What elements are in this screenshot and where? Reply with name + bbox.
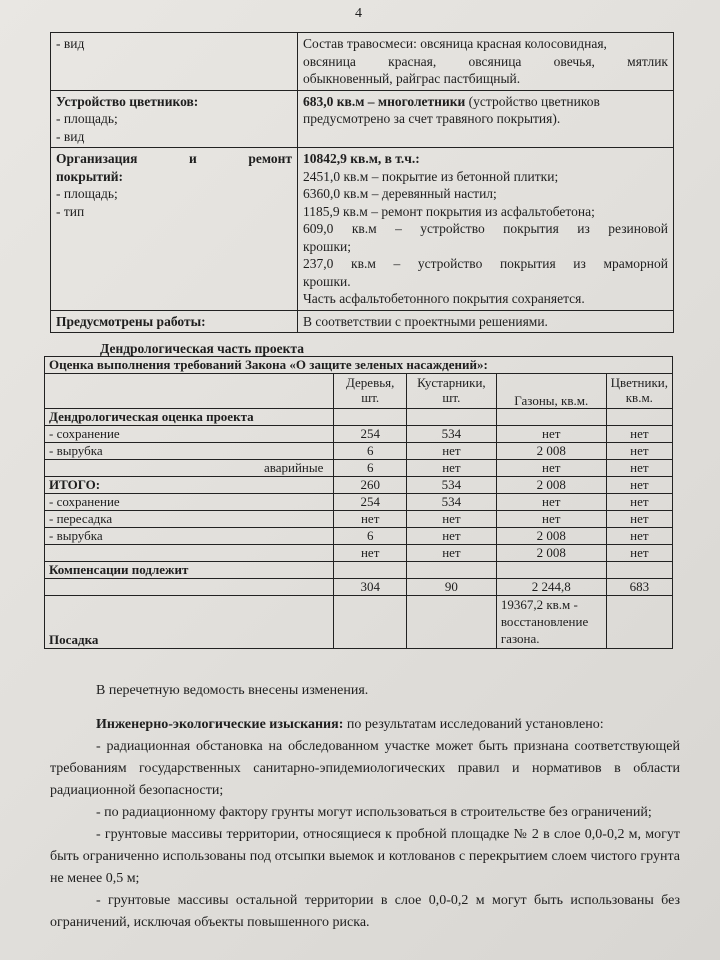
label-line: - площадь; xyxy=(56,111,118,126)
table-cell: нет xyxy=(334,545,407,562)
label-cell xyxy=(51,33,298,91)
table-title-row xyxy=(45,357,673,374)
survey-item: - по радиационному фактору грунты могут использоваться в строительстве без ограничений; xyxy=(96,805,652,820)
table-cell: нет xyxy=(496,494,606,511)
label-cell xyxy=(51,310,298,333)
row-label: - вырубка xyxy=(45,443,334,460)
value-line: 1185,9 кв.м – ремонт покрытия из асфальтобетона; xyxy=(303,203,595,219)
value-line: 609,0 кв.м – устройство покрытия из резиновой xyxy=(303,221,668,236)
page-number: 4 xyxy=(355,6,362,21)
table-cell xyxy=(334,596,407,649)
row-label: Посадка xyxy=(45,596,334,649)
landscaping-table xyxy=(50,32,674,333)
table-cell: 90 xyxy=(406,579,496,596)
table-row xyxy=(51,310,674,333)
value-line: Часть асфальтобетонного покрытия сохраняется. xyxy=(303,291,585,306)
table-cell: 2 008 xyxy=(496,477,606,494)
table-cell: 6 xyxy=(334,528,407,545)
label-heading: Устройство цветников: xyxy=(56,93,199,109)
table-cell: 534 xyxy=(406,477,496,494)
table-cell: нет xyxy=(406,511,496,528)
header-row xyxy=(45,374,673,409)
table-cell: 254 xyxy=(334,494,407,511)
survey-item: - радиационная обстановка на обследованном участке может быть признана соответствующей требованиям государственных санитарно-эпидемиологических правил и нормативов в области радиационной безопасности; xyxy=(50,739,680,798)
label-line: - тип xyxy=(56,203,85,219)
table-cell: нет xyxy=(406,460,496,477)
header-cell: Кустарники, шт. xyxy=(406,374,496,409)
table-cell: 254 xyxy=(334,426,407,443)
label-heading: Организация и ремонт xyxy=(56,151,292,166)
value-line: крошки; xyxy=(303,238,351,254)
label-line: - площадь; xyxy=(56,186,118,201)
table-cell: нет xyxy=(334,511,407,528)
section-title: Дендрологическая часть проекта xyxy=(100,341,304,356)
label-line: - вид xyxy=(56,36,85,51)
value-heading: 10842,9 кв.м, в т.ч.: xyxy=(303,151,420,166)
value-line: овсяница красная, овсяница овечья, мятлик xyxy=(303,53,668,69)
table-cell: нет xyxy=(606,477,672,494)
table-cell: нет xyxy=(406,545,496,562)
table-cell: 2 008 xyxy=(496,545,606,562)
table-row xyxy=(45,426,673,443)
label-cell xyxy=(51,148,298,311)
table-cell xyxy=(406,562,496,579)
table-row xyxy=(45,579,673,596)
row-label: - сохранение xyxy=(45,494,334,511)
row-label xyxy=(45,545,334,562)
table-cell xyxy=(496,562,606,579)
table-cell: 260 xyxy=(334,477,407,494)
table-cell: нет xyxy=(496,511,606,528)
table-cell xyxy=(406,596,496,649)
table-cell: 2 008 xyxy=(496,443,606,460)
value-cell xyxy=(298,148,674,311)
value-line: 237,0 кв.м – устройство покрытия из мраморной xyxy=(303,256,668,271)
table-cell xyxy=(606,409,672,426)
table-cell: 534 xyxy=(406,494,496,511)
value-cell xyxy=(298,33,674,91)
header-cell: Деревья, шт. xyxy=(334,374,407,409)
table-row xyxy=(45,511,673,528)
table-row xyxy=(51,148,674,311)
label-heading: покрытий: xyxy=(56,168,124,184)
survey-item: - грунтовые массивы территории, относящиеся к пробной площадке № 2 в слое 0,0-0,2 м, могут быть ограниченно использованы под отсыпки выемок и котлованов с перекрытием слоем чистого грунта не менее 0,5 м; xyxy=(50,827,680,886)
table-row xyxy=(51,33,674,91)
table-cell: нет xyxy=(496,426,606,443)
row-label: Компенсации подлежит xyxy=(45,562,334,579)
row-label: Дендрологическая оценка проекта xyxy=(45,409,334,426)
table-row xyxy=(45,409,673,426)
table-cell xyxy=(606,596,672,649)
value-cell xyxy=(298,90,674,148)
value-heading: 683,0 кв.м – многолетники xyxy=(303,93,466,109)
table-cell xyxy=(496,409,606,426)
table-cell: 304 xyxy=(334,579,407,596)
table-cell: нет xyxy=(606,494,672,511)
value-line: (устройство цветников xyxy=(468,93,600,109)
label-line: - вид xyxy=(56,128,85,144)
table-cell: 2 008 xyxy=(496,528,606,545)
table-cell: нет xyxy=(606,460,672,477)
survey-item: - грунтовые массивы остальной территории в слое 0,0-0,2 м могут быть использованы без ограничений, исключая объекты повышенного риска. xyxy=(50,893,680,930)
table-row xyxy=(45,528,673,545)
row-label: ИТОГО: xyxy=(45,477,334,494)
table-row xyxy=(45,443,673,460)
planting-row xyxy=(45,596,673,649)
dendrology-body xyxy=(45,409,673,596)
table-row xyxy=(45,494,673,511)
table-row xyxy=(51,90,674,148)
table-cell xyxy=(334,562,407,579)
row-label: аварийные xyxy=(45,460,334,477)
header-cell: Газоны, кв.м. xyxy=(496,374,606,409)
table-row xyxy=(45,477,673,494)
value-line: 2451,0 кв.м – покрытие из бетонной плитки; xyxy=(303,168,559,184)
header-cell xyxy=(45,374,334,409)
table-row xyxy=(45,545,673,562)
table-cell: нет xyxy=(606,511,672,528)
table-cell: нет xyxy=(606,545,672,562)
header-cell: Цветники, кв.м. xyxy=(606,374,672,409)
cell-line: 19367,2 кв.м - xyxy=(500,597,578,612)
label-cell xyxy=(51,90,298,148)
table-row xyxy=(45,562,673,579)
table-cell xyxy=(406,409,496,426)
table-row xyxy=(45,460,673,477)
table-cell: 683 xyxy=(606,579,672,596)
value-line: обыкновенный, райграс пастбищный. xyxy=(303,71,521,86)
value-line: 6360,0 кв.м – деревянный настил; xyxy=(303,186,497,201)
survey-intro: по результатам исследований установлено: xyxy=(346,717,604,732)
value-line: В соответствии с проектными решениями. xyxy=(303,313,548,329)
table-cell: нет xyxy=(406,528,496,545)
table-cell xyxy=(496,596,606,649)
table-title: Оценка выполнения требований Закона «О защите зеленых насаждений»: xyxy=(45,357,673,374)
row-label xyxy=(45,579,334,596)
cell-line: газона. xyxy=(500,631,540,646)
table-cell xyxy=(334,409,407,426)
table-cell: 6 xyxy=(334,460,407,477)
table-cell: 534 xyxy=(406,426,496,443)
table-cell: 6 xyxy=(334,443,407,460)
table-cell: нет xyxy=(606,443,672,460)
table-cell: нет xyxy=(606,528,672,545)
table-cell: 2 244,8 xyxy=(496,579,606,596)
value-line: крошки. xyxy=(303,273,351,289)
row-label: - сохранение xyxy=(45,426,334,443)
dendrology-table xyxy=(44,356,673,649)
value-line: предусмотрено за счет травяного покрытия). xyxy=(303,111,561,126)
table-cell: нет xyxy=(406,443,496,460)
cell-line: восстановление xyxy=(500,614,589,629)
value-cell xyxy=(298,310,674,333)
row-label: - вырубка xyxy=(45,528,334,545)
value-line: Состав травосмеси: овсяница красная колосовидная, xyxy=(303,36,607,51)
survey-paragraph xyxy=(50,714,680,934)
changes-note: В перечетную ведомость внесены изменения. xyxy=(96,683,369,698)
row-label: - пересадка xyxy=(45,511,334,528)
table-cell xyxy=(606,562,672,579)
table-cell: нет xyxy=(496,460,606,477)
table-cell: нет xyxy=(606,426,672,443)
survey-title: Инженерно-экологические изыскания: xyxy=(96,717,344,732)
label-heading: Предусмотрены работы: xyxy=(56,313,206,329)
